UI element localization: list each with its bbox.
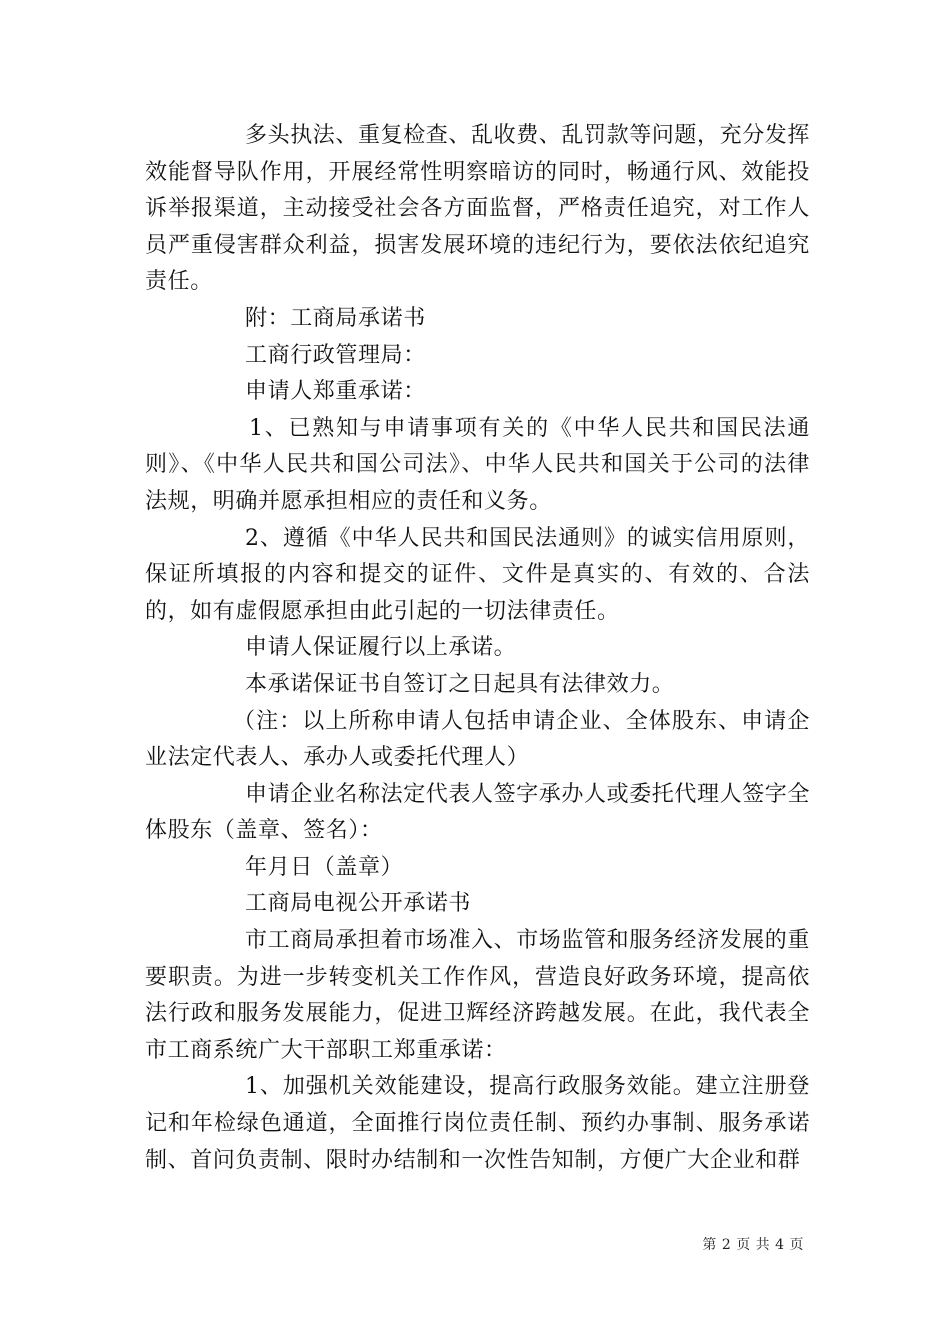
paragraph-signatures: 申请企业名称法定代表人签字承办人或委托代理人签字全体股东（盖章、签名）：	[145, 781, 811, 844]
paragraph-effective: 本承诺保证书自签订之日起具有法律效力。	[245, 671, 675, 697]
paragraph-date-seal: 年月日（盖章）	[245, 854, 404, 880]
document-body	[145, 118, 810, 1179]
paragraph-applicant-promise: 申请人郑重承诺：	[245, 379, 426, 405]
page-number-footer: 第 2 页 共 4 页	[702, 1237, 804, 1253]
paragraph-addressee: 工商行政管理局：	[245, 342, 426, 368]
paragraph-note: （注：以上所称申请人包括申请企业、全体股东、申请企业法定代表人、承办人或委托代理人）	[145, 708, 810, 771]
paragraph-tv-commitment-intro: 市工商局承担着市场准入、市场监管和服务经济发展的重要职责。为进一步转变机关工作作风，营造良好政务环境，提高依法行政和服务发展能力，促进卫辉经济跨越发展。在此，我代表全市工商系统广大干部职工郑重承诺：	[145, 928, 811, 1063]
paragraph-item-1: 1、已熟知与申请事项有关的《中华人民共和国民法通则》、《中华人民共和国公司法》、中华人民共和国关于公司的法律法规，明确并愿承担相应的责任和义务。	[145, 415, 810, 514]
paragraph-item-2: 2、遵循《中华人民共和国民法通则》的诚实信用原则，保证所填报的内容和提交的证件、文件是真实的、有效的、合法的，如有虚假愿承担由此引起的一切法律责任。	[145, 525, 810, 624]
paragraph-attachment-heading: 附：工商局承诺书	[245, 305, 426, 331]
paragraph-continuation: 多头执法、重复检查、乱收费、乱罚款等问题，充分发挥效能督导队作用，开展经常性明察暗访的同时，畅通行风、效能投诉举报渠道，主动接受社会各方面监督，严格责任追究，对工作人员严重侵害群众利益，损害发展环境的违纪行为，要依法依纪追究责任。	[145, 123, 811, 295]
paragraph-guarantee: 申请人保证履行以上承诺。	[245, 635, 517, 661]
paragraph-tv-commitment-title: 工商局电视公开承诺书	[245, 891, 472, 917]
paragraph-tv-commitment-item-1: 1、加强机关效能建设，提高行政服务效能。建立注册登记和年检绿色通道，全面推行岗位责任制、预约办事制、服务承诺制、首问负责制、限时办结制和一次性告知制，方便广大企业和群	[145, 1074, 810, 1173]
